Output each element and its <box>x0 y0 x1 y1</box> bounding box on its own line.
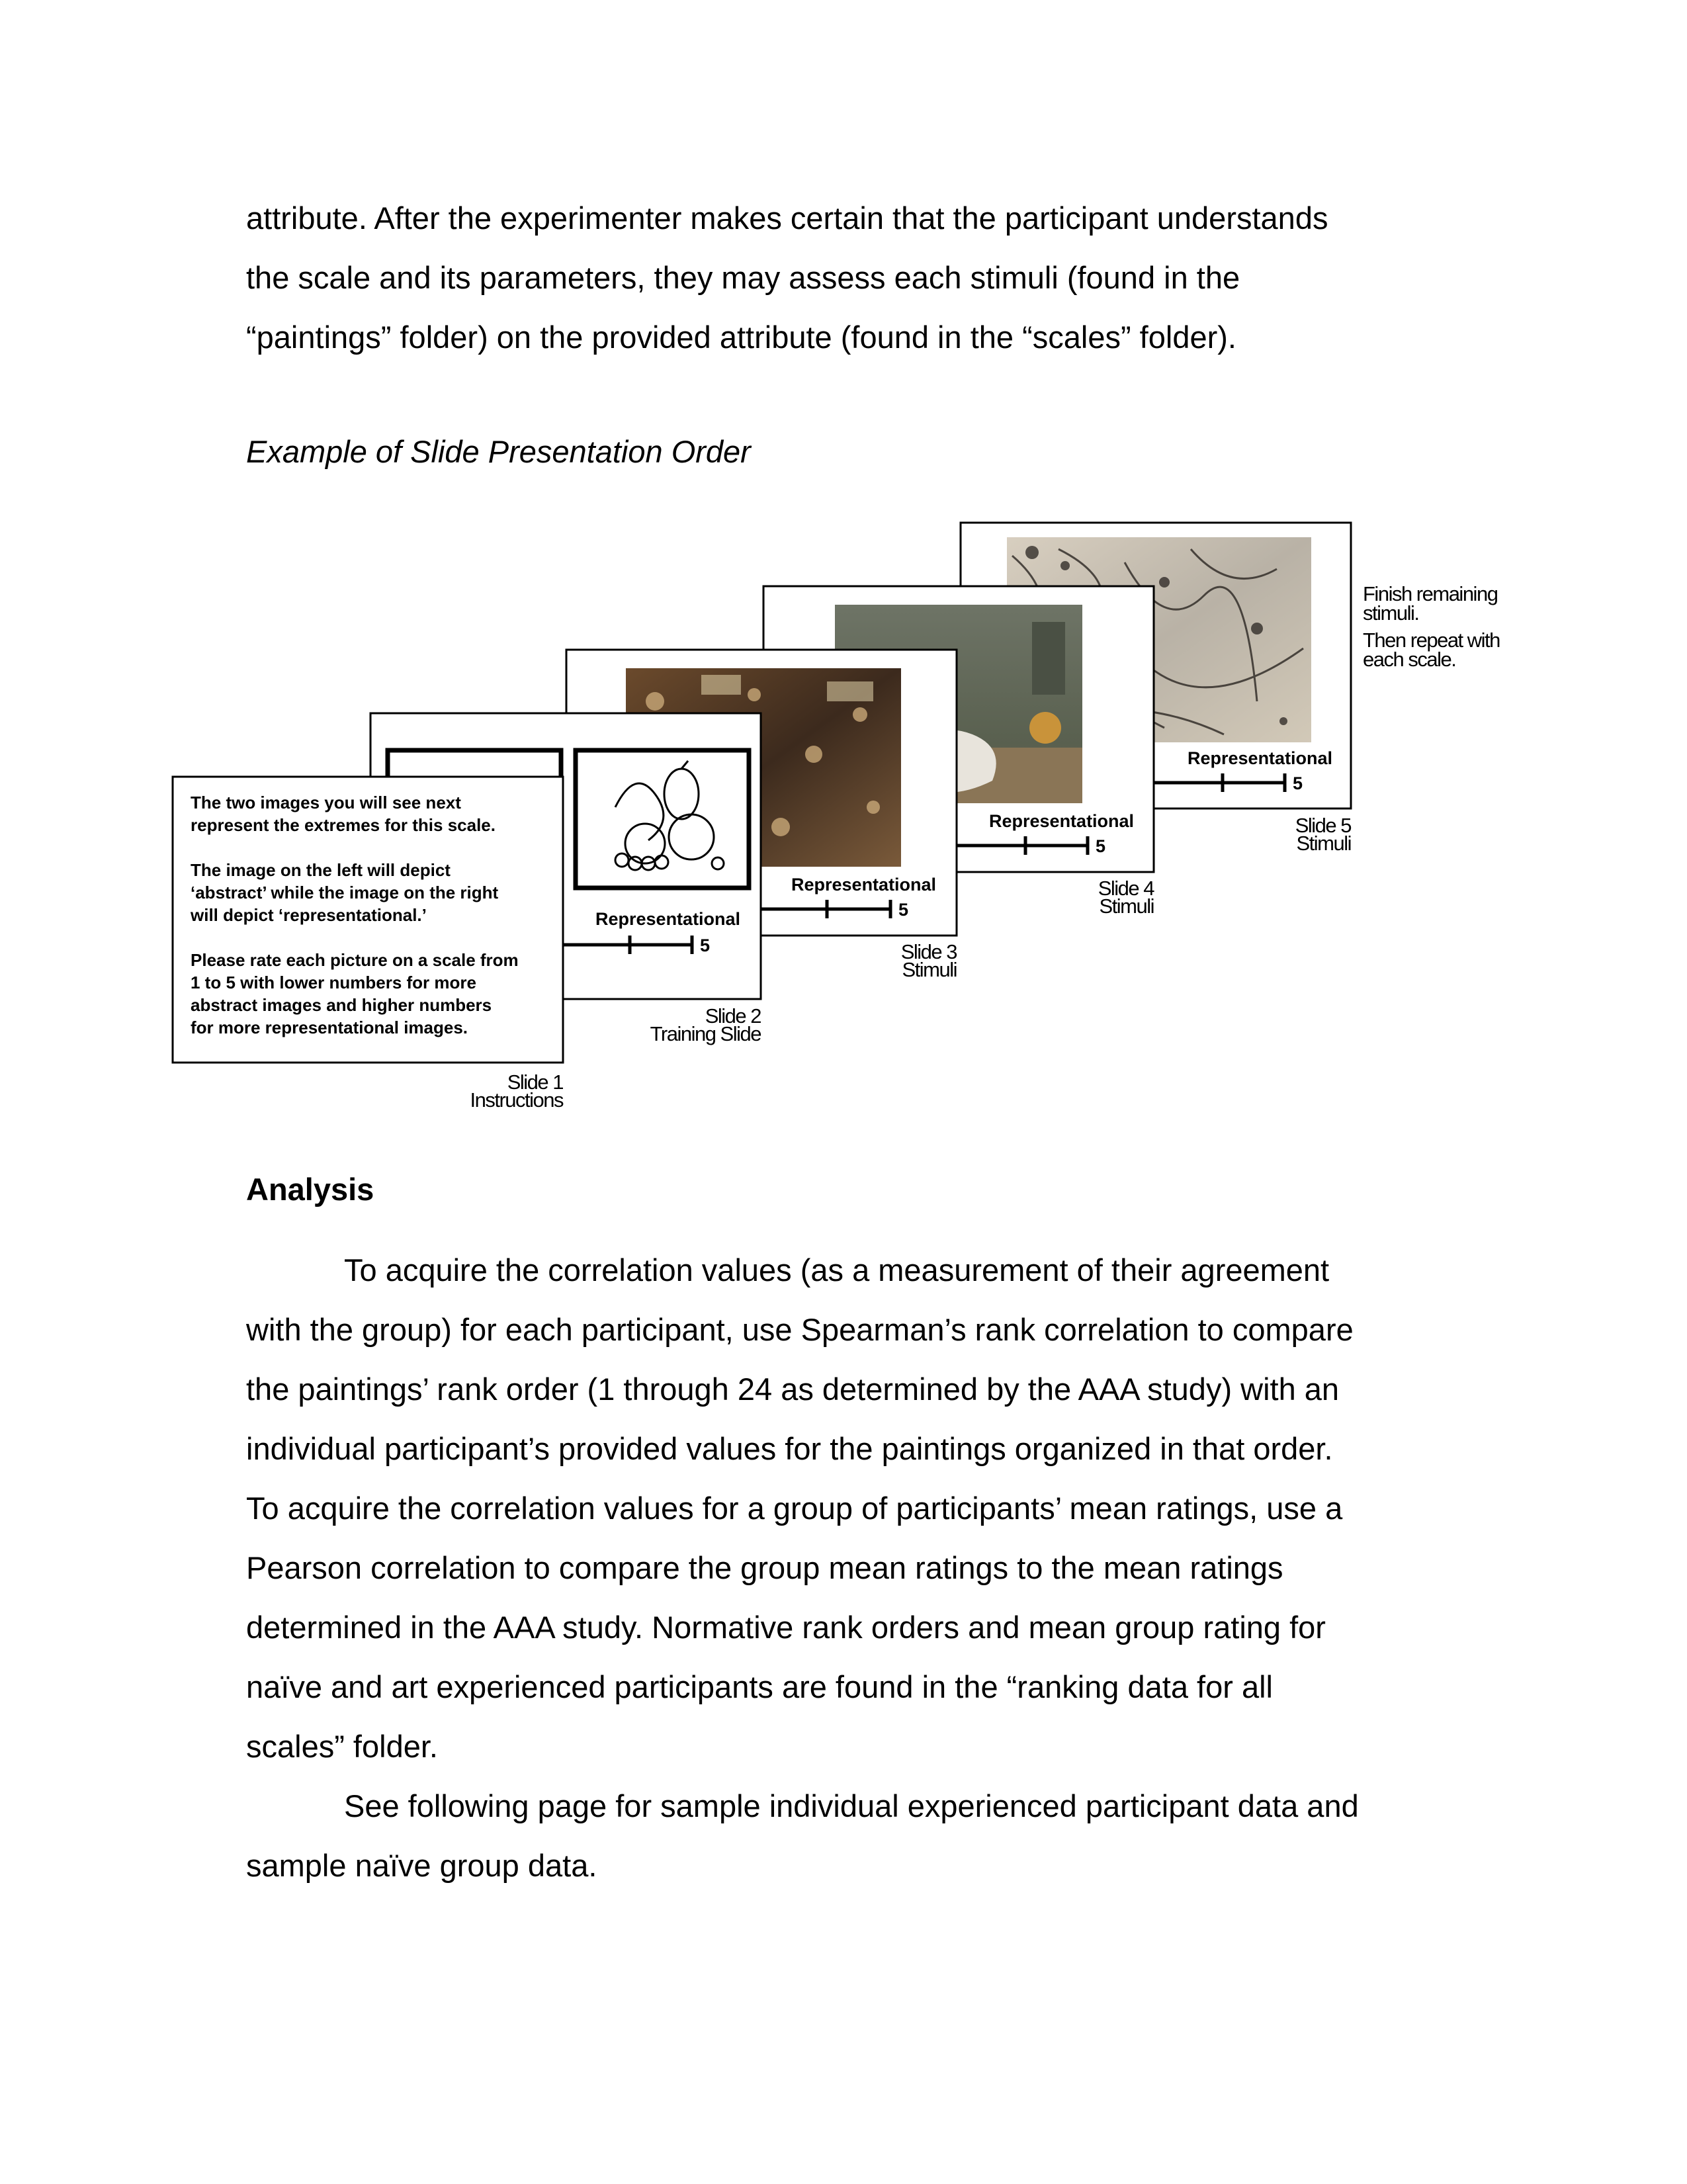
instructions-text-line: Please rate each picture on a scale from <box>191 950 519 970</box>
followup-line: sample naïve group data. <box>246 1848 597 1883</box>
analysis-line: To acquire the correlation values (as a measurement of their agreement <box>344 1252 1330 1288</box>
analysis-line: determined in the AAA study. Normative rank orders and mean group rating for <box>246 1610 1326 1645</box>
analysis-line: naïve and art experienced participants are found in the “ranking data for all <box>246 1669 1273 1704</box>
analysis-line: To acquire the correlation values for a group of participants’ mean ratings, use a <box>246 1491 1343 1526</box>
slide-1 <box>173 777 564 1112</box>
note-line: stimuli. <box>1363 601 1419 625</box>
analysis-paragraph <box>246 1241 1437 1896</box>
slide-number-label: Slide 2 <box>705 1004 761 1027</box>
intro-line: the scale and its parameters, they may assess each stimuli (found in the <box>246 260 1240 295</box>
slide-number-label: Slide 3 <box>900 940 957 963</box>
slide-number-label: Slide 1 <box>507 1070 563 1094</box>
instructions-text-line: The two images you will see next <box>191 793 461 812</box>
instructions-text-line: for more representational images. <box>191 1018 468 1037</box>
slide-type-label: Training Slide <box>650 1022 761 1045</box>
analysis-line: individual participant’s provided values for the paintings organized in that order. <box>246 1431 1333 1466</box>
analysis-line: the paintings’ rank order (1 through 24 as determined by the AAA study) with an <box>246 1372 1340 1407</box>
note-line: each scale. <box>1363 648 1456 671</box>
instructions-text-line: ‘abstract’ while the image on the right <box>191 883 499 902</box>
scale-end-value: 5 <box>1096 836 1106 856</box>
slide-number-label: Slide 5 <box>1295 814 1351 837</box>
slide-type-label: Stimuli <box>1296 832 1351 855</box>
section-heading: Analysis <box>246 1172 374 1207</box>
followup-line: See following page for sample individual experienced participant data and <box>344 1788 1359 1823</box>
analysis-line: scales” folder. <box>246 1729 438 1764</box>
instructions-text-line: will depict ‘representational.’ <box>191 905 427 925</box>
scale-label: Representational <box>595 909 741 929</box>
scale-label: Representational <box>1188 748 1333 768</box>
scale-end-value: 5 <box>1293 773 1303 793</box>
slide-type-label: Instructions <box>470 1088 563 1112</box>
slide-number-label: Slide 4 <box>1098 877 1154 900</box>
figure-caption: Example of Slide Presentation Order <box>246 434 751 469</box>
analysis-line: Pearson correlation to compare the group mean ratings to the mean ratings <box>246 1550 1283 1585</box>
scale-end-value: 5 <box>898 900 909 920</box>
note-line: Finish remaining <box>1363 582 1498 605</box>
instructions-text-line: The image on the left will depict <box>191 860 451 880</box>
figure-note <box>1363 582 1500 671</box>
slide-type-label: Stimuli <box>1099 895 1154 918</box>
intro-line: attribute. After the experimenter makes certain that the participant understands <box>246 200 1328 236</box>
scale-end-value: 5 <box>700 936 711 955</box>
instructions-text-line: represent the extremes for this scale. <box>191 815 496 835</box>
analysis-line: with the group) for each participant, use Spearman’s rank correlation to compare <box>246 1312 1354 1347</box>
instructions-text-line: 1 to 5 with lower numbers for more <box>191 973 476 992</box>
instructions-text-line: abstract images and higher numbers <box>191 995 492 1015</box>
scale-label: Representational <box>989 811 1135 831</box>
scale-label: Representational <box>791 875 937 895</box>
intro-line: “paintings” folder) on the provided attribute (found in the “scales” folder). <box>246 320 1236 355</box>
slide-type-label: Stimuli <box>902 958 957 981</box>
note-line: Then repeat with <box>1363 629 1500 652</box>
